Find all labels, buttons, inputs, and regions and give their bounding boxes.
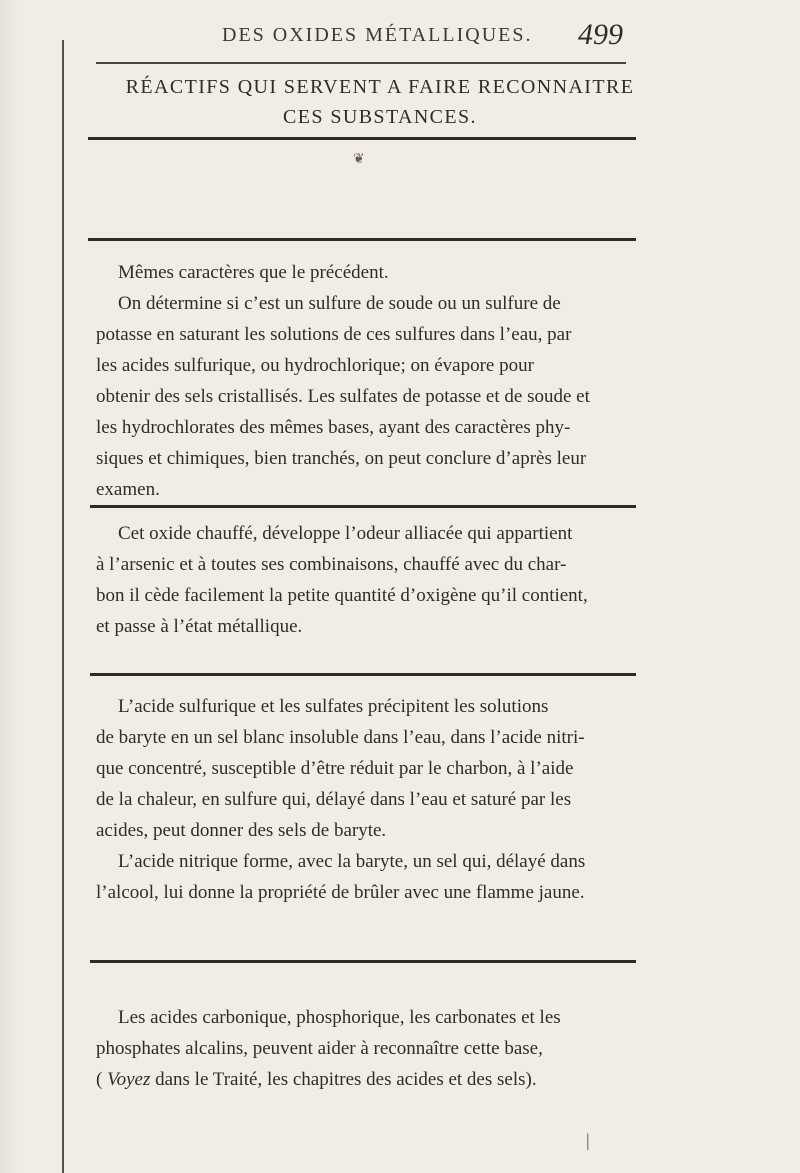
text-line: les acides sulfurique, ou hydrochlorique; on évapore pour (96, 355, 534, 376)
text-line: de baryte en un sel blanc insoluble dans l’eau, dans l’acide nitri- (96, 727, 585, 748)
text-line: Cet oxide chauffé, développe l’odeur alliacée qui appartient (118, 523, 573, 544)
text-line: l’alcool, lui donne la propriété de brûler avec une flamme jaune. (96, 882, 585, 903)
text-line: examen. (96, 479, 160, 500)
text-line: On détermine si c’est un sulfure de soude ou un sulfure de (118, 293, 561, 314)
text-line: et passe à l’état métallique. (96, 616, 303, 637)
text-line: Mêmes caractères que le précédent. (118, 262, 389, 283)
ink-speck: ❦ (353, 152, 365, 167)
paragraph-block-1 (96, 257, 636, 505)
page-number: 499 (578, 18, 623, 51)
paragraph-block-3 (96, 691, 636, 908)
text-line: L’acide nitrique forme, avec la baryte, un sel qui, délayé dans (118, 851, 586, 872)
paragraph-block-4 (96, 1002, 636, 1095)
block-divider-1 (88, 238, 636, 241)
text-line: acides, peut donner des sels de baryte. (96, 820, 387, 841)
block-divider-4 (90, 960, 636, 963)
section-title (120, 72, 640, 132)
text-line: les hydrochlorates des mêmes bases, ayant des caractères phy- (96, 417, 571, 438)
block-divider-2 (90, 505, 636, 508)
text-line: phosphates alcalins, peuvent aider à reconnaître cette base, (96, 1038, 543, 1059)
text-line: obtenir des sels cristallisés. Les sulfates de potasse et de soude et (96, 386, 590, 407)
paragraph-block-2 (96, 518, 636, 642)
text-line: siques et chimiques, bien tranchés, on peut conclure d’après leur (96, 448, 587, 469)
text-line-with-italic: ( Voyez dans le Traité, les chapitres des acides et des sels). (96, 1069, 537, 1090)
header-rule (96, 62, 626, 64)
text-line: potasse en saturant les solutions de ces sulfures dans l’eau, par (96, 324, 572, 345)
text-line: L’acide sulfurique et les sulfates précipitent les solutions (118, 696, 549, 717)
running-head (0, 18, 800, 58)
section-title-line-2: CES SUBSTANCES. (283, 106, 477, 128)
block-divider-3 (90, 673, 636, 676)
footer-mark: | (586, 1130, 590, 1150)
text-line: que concentré, susceptible d’être réduit par le charbon, à l’aide (96, 758, 574, 779)
title-divider (88, 137, 636, 140)
binding-edge (62, 40, 64, 1173)
text-line: Les acides carbonique, phosphorique, les carbonates et les (118, 1007, 561, 1028)
text-line: à l’arsenic et à toutes ses combinaisons, chauffé avec du char- (96, 554, 567, 575)
section-title-line-1: RÉACTIFS QUI SERVENT A FAIRE RECONNAITRE (125, 76, 635, 98)
italic-word: Voyez (107, 1069, 151, 1090)
running-title: DES OXIDES MÉTALLIQUES. (222, 24, 533, 46)
text-line: bon il cède facilement la petite quantité d’oxigène qu’il contient, (96, 585, 588, 606)
text-line: de la chaleur, en sulfure qui, délayé dans l’eau et saturé par les (96, 789, 572, 810)
